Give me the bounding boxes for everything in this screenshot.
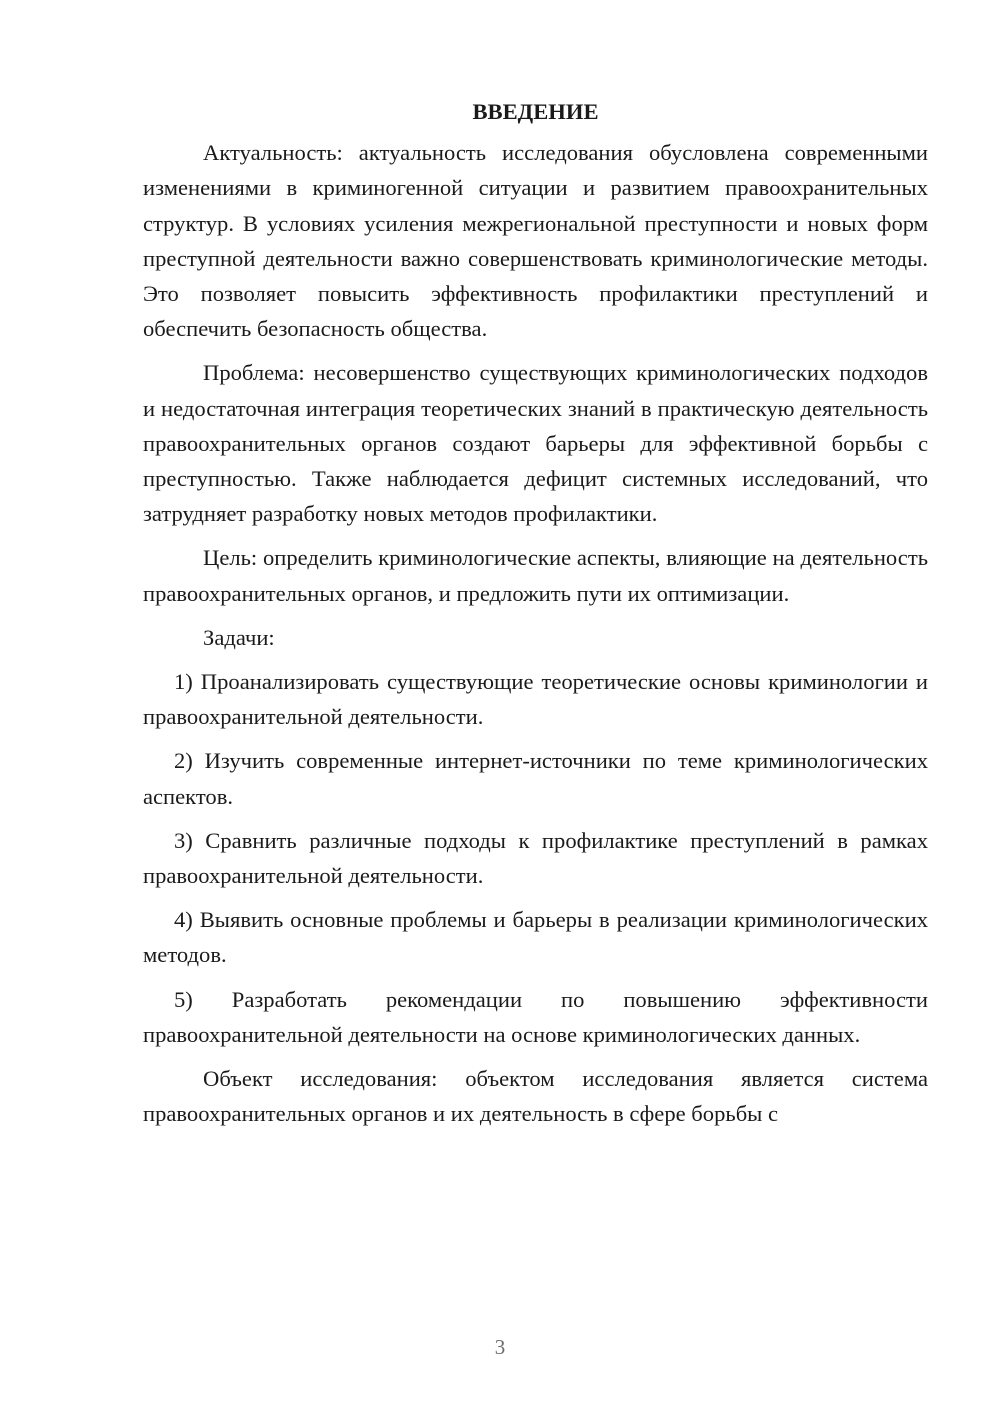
page-number: 3 bbox=[494, 1335, 506, 1359]
task-item-5: 5) Разработать рекомендации по повышению эффективности правоохранительной деятельности на основе криминологических данных. bbox=[143, 986, 928, 1047]
task-item-3: 3) Сравнить различные подходы к профилактике преступлений в рамках правоохранительной деятельности. bbox=[143, 827, 928, 889]
goal-paragraph: Цель: определить криминологические аспекты, влияющие на деятельность правоохранительных органов, и предложить пути их оптимизации. bbox=[143, 545, 928, 606]
task-item-2: 2) Изучить современные интернет-источники по теме криминологических аспектов. bbox=[143, 748, 928, 809]
relevance-paragraph: Актуальность: актуальность исследования обусловлена современными изменениями в криминогенной ситуации и развитием правоохранительных структур. В условиях усиления межрегиональной преступности и новых форм преступной деятельности важно совершенствовать криминологические методы. Это позволяет повысить эффективность профилактики преступлений и обеспечить безопасность общества. bbox=[143, 140, 928, 342]
tasks-label: Задачи: bbox=[203, 624, 275, 650]
object-paragraph: Объект исследования: объектом исследования является система правоохранительных органов и их деятельность в сфере борьбы с bbox=[143, 1066, 928, 1127]
page-content bbox=[143, 94, 928, 1131]
problem-paragraph: Проблема: несовершенство существующих криминологических подходов и недостаточная интеграция теоретических знаний в практическую деятельность правоохранительных органов создают барьеры для эффективной борьбы с преступностью. Также наблюдается дефицит системных исследований, что затрудняет разработку новых методов профилактики. bbox=[143, 360, 928, 527]
task-item-1: 1) Проанализировать существующие теоретические основы криминологии и правоохранительной деятельности. bbox=[143, 669, 928, 730]
task-item-4: 4) Выявить основные проблемы и барьеры в реализации криминологических методов. bbox=[143, 907, 928, 968]
section-heading: ВВЕДЕНИЕ bbox=[472, 99, 599, 124]
